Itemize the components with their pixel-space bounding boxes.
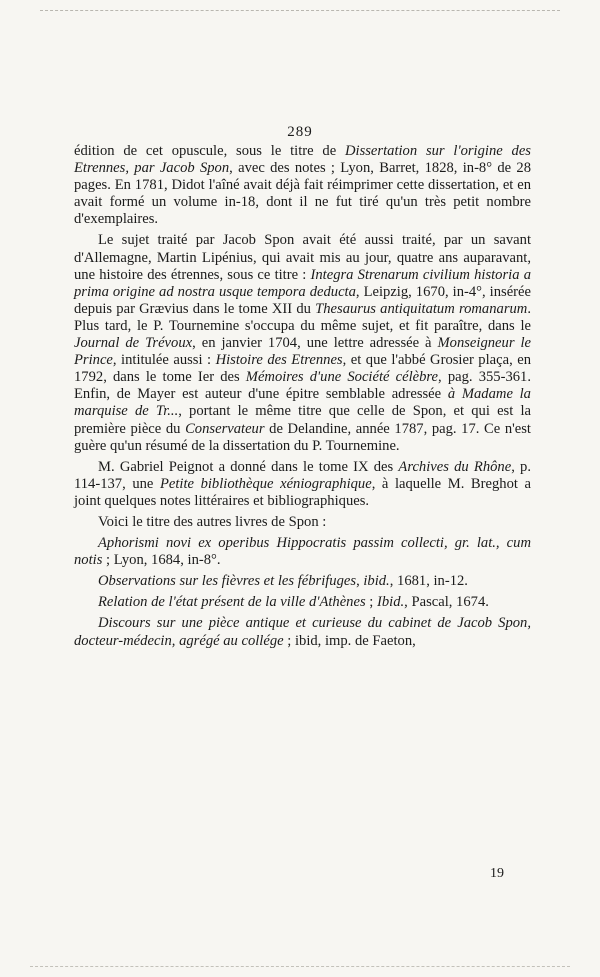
paragraph [74,514,531,531]
paragraph [74,573,531,590]
body-text: Voici le titre des autres livres de Spon : [98,513,327,530]
page-body [74,143,531,650]
body-text: , p. 114-137, une [74,458,531,492]
body-text: Le sujet traité par Jacob Spon avait été aussi traité, par un savant d'Allemagne, Martin Lipénius, qui avait mis au jour, quatre ans auparavant, une histoire des étrennes, sous ce titre : [74,232,531,283]
italic-title-text: Integra Strenarum civilium historia a prima origine ad nostra usque tempora deducta [74,266,531,300]
paragraph [74,232,531,454]
italic-title-text: Monseigneur le Prince [74,335,531,369]
page-number: 289 [287,124,313,140]
italic-title-text: ibid. [363,573,390,590]
body-text: . Plus tard, le P. Tournemine s'occupa du même sujet, et fit paraître, dans le [74,300,531,334]
bottom-scan-edge [30,966,570,967]
italic-title-text: Mémoires d'une Société célèbre [245,369,439,386]
body-text: , pag. 355-361. Enfin, de Mayer est auteur d'une épitre semblable adressée [74,369,531,403]
paragraph [74,594,531,611]
italic-title-text: Ibid. [377,594,405,611]
italic-title-text: Petite bibliothèque xéniographique [159,475,372,492]
italic-title-text: Observations sur les fièvres et les fébrifuges [98,573,357,590]
body-text: de Delandine, année 1787, pag. 17. Ce n'est guère qu'un résumé de la dissertation du P. Tournemine. [74,420,531,454]
italic-title-text: Dissertation sur l'origine des Etrennes, par Jacob Spon [74,143,531,177]
top-scan-edge [40,10,560,11]
body-text: ; [365,594,377,611]
body-text: ; ibid, imp. de Faeton, [283,632,416,649]
italic-title-text: Conservateur [185,420,265,437]
paragraph [74,459,531,510]
italic-title-text: Relation de l'état présent de la ville d'Athènes [98,594,366,611]
body-text: , intitulée aussi : [112,352,216,369]
signature-mark: 19 [490,866,504,881]
body-text: , 1681, in-12. [389,573,468,590]
italic-title-text: Histoire des Etrennes [215,352,343,369]
body-text: M. Gabriel Peignot a donné dans le tome IX des [98,458,399,475]
italic-title-text: Journal de Trévoux [74,335,193,352]
italic-title-text: Discours sur une pièce antique et curieuse du cabinet de Jacob Spon, docteur-médecin, agrégé au collége [74,615,531,649]
body-text: , [356,573,364,590]
body-text: , à laquelle M. Breghot a joint quelques notes littéraires et bibliographiques. [74,475,531,509]
italic-title-text: Thesaurus antiquitatum romanarum [315,300,528,317]
body-text: , Leipzig, 1670, in-4°, insérée depuis par Grævius dans le tome XII du [74,283,531,317]
body-text: ; Lyon, 1684, in-8°. [102,552,221,569]
body-text: , portant le même titre que celle de Spon, et qui est la première pièce du [74,403,531,437]
body-text: , avec des notes ; Lyon, Barret, 1828, in-8° de 28 pages. En 1781, Didot l'aîné avait déjà fait réimprimer cette dissertation, et en avait formé un volume in-18, dont il ne fut tiré qu'un très petit nombre d'exemplaires. [74,160,532,228]
paragraph [74,615,531,649]
paragraph [74,143,531,228]
body-text: , et que l'abbé Grosier plaça, en 1792, dans le tome Ier des [74,352,531,386]
italic-title-text: Aphorismi novi ex operibus Hippocratis passim collecti, gr. lat., cum notis [74,535,531,569]
paragraph [74,535,531,569]
body-text: édition de cet opuscule, sous le titre de [74,143,345,159]
body-text: , en janvier 1704, une lettre adressée à [192,335,438,352]
italic-title-text: à Madame la marquise de Tr... [74,386,531,420]
body-text: , Pascal, 1674. [404,594,489,611]
italic-title-text: Archives du Rhône [398,458,512,475]
